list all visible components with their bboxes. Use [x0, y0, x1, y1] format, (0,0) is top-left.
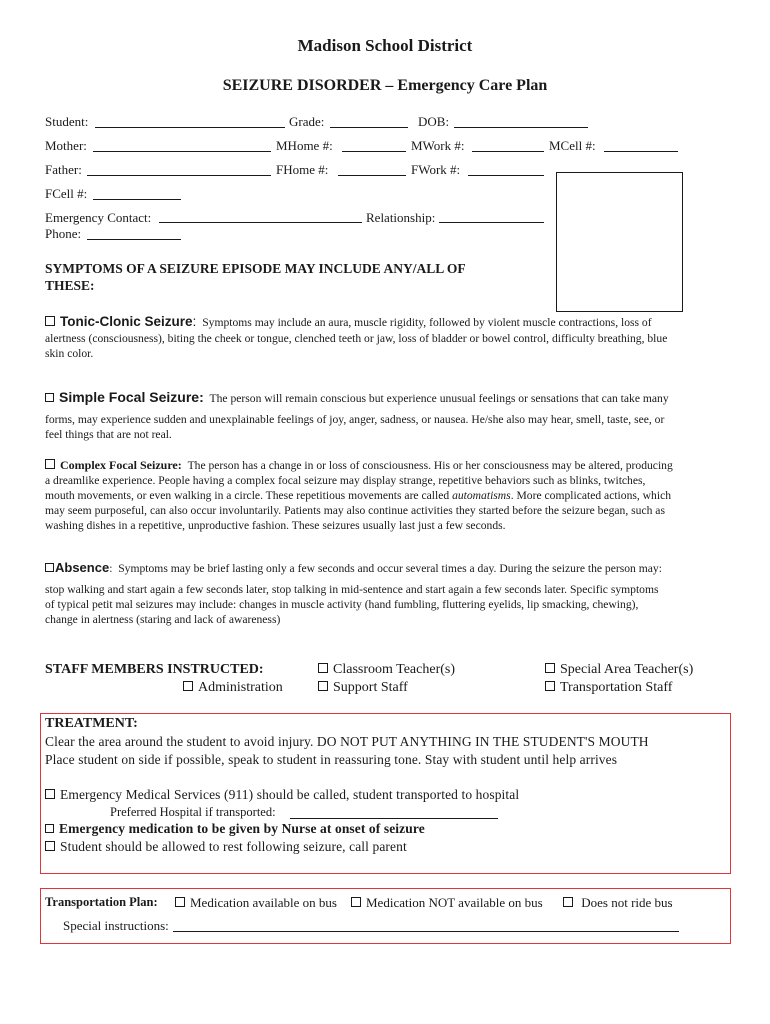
- father-label: Father:: [45, 162, 82, 177]
- mcell-label: MCell #:: [549, 138, 596, 153]
- relationship-field[interactable]: [439, 222, 544, 223]
- transport-option-med-available[interactable]: Medication available on bus: [175, 895, 337, 911]
- tonic-clonic-section: Tonic-Clonic Seizure: Symptoms may include an aura, muscle rigidity, followed by violent muscle contractions, loss of alertness (consciousness), biting the cheek or tongue, clenched teeth or jaw, loss of bladder or bowel control, difficulty breathing, blue skin color.: [45, 313, 668, 360]
- grade-field[interactable]: [330, 127, 408, 128]
- student-label: Student:: [45, 114, 89, 129]
- rest-option[interactable]: Student should be allowed to rest following seizure, call parent: [45, 839, 407, 855]
- phone-label: Phone:: [45, 226, 82, 241]
- simple-focal-title: Simple Focal Seizure: [59, 389, 200, 405]
- absence-checkbox[interactable]: [45, 563, 54, 572]
- fwork-label: FWork #:: [411, 162, 461, 177]
- student-field[interactable]: [95, 127, 285, 128]
- staff-option-administration[interactable]: Administration: [183, 680, 283, 696]
- mcell-field[interactable]: [604, 151, 678, 152]
- simple-focal-section: Simple Focal Seizure: The person will remain conscious but experience unusual feelings or sensations that can take many forms, may experience sudden and unexplainable feelings of joy, anger, sadness, or nausea. He/she also may hear, smell, taste, see, or feel things that are not real.: [45, 389, 669, 441]
- staff-option-special-area[interactable]: Special Area Teacher(s): [545, 662, 693, 678]
- transportation-label: Transportation Plan:: [45, 895, 158, 909]
- photo-box[interactable]: [556, 172, 683, 312]
- fcell-label: FCell #:: [45, 186, 88, 201]
- transport-option-med-not-available[interactable]: Medication NOT available on bus: [351, 895, 543, 911]
- district-name: Madison School District: [297, 36, 473, 55]
- grade-label: Grade:: [289, 114, 325, 129]
- staff-option-transportation[interactable]: Transportation Staff: [545, 680, 672, 696]
- tonic-clonic-checkbox[interactable]: [45, 316, 55, 326]
- fcell-field[interactable]: [93, 199, 181, 200]
- emergency-contact-label: Emergency Contact:: [45, 210, 152, 225]
- mhome-field[interactable]: [342, 151, 406, 152]
- mother-label: Mother:: [45, 138, 87, 153]
- simple-focal-checkbox[interactable]: [45, 393, 54, 402]
- absence-title: Absence: [55, 560, 110, 575]
- fhome-field[interactable]: [338, 175, 406, 176]
- staff-option-classroom[interactable]: Classroom Teacher(s): [318, 662, 455, 678]
- fhome-label: FHome #:: [276, 162, 329, 177]
- treatment-heading: TREATMENT:: [45, 716, 138, 731]
- ems-option[interactable]: Emergency Medical Services (911) should be called, student transported to hospital: [45, 787, 519, 803]
- fwork-field[interactable]: [468, 175, 544, 176]
- symptoms-heading: SYMPTOMS OF A SEIZURE EPISODE MAY INCLUDE ANY/ALL OF THESE:: [45, 261, 466, 293]
- dob-label: DOB:: [418, 114, 450, 129]
- special-instructions-field[interactable]: [173, 931, 679, 932]
- transport-option-no-bus[interactable]: Does not ride bus: [563, 895, 673, 911]
- preferred-hospital-label: Preferred Hospital if transported:: [110, 805, 276, 819]
- phone-field[interactable]: [87, 239, 181, 240]
- treatment-line-1: Clear the area around the student to avoid injury. DO NOT PUT ANYTHING IN THE STUDENT'S MOUTH: [45, 734, 649, 749]
- complex-focal-title: Complex Focal Seizure:: [60, 458, 182, 472]
- mwork-field[interactable]: [472, 151, 544, 152]
- complex-focal-section: Complex Focal Seizure: The person has a change in or loss of consciousness. His or her consciousness may be altered, producing a dreamlike experience. People having a complex focal seizure may display strange, repetitive behaviors such as blinks, twitches, mouth movements, or even walking in a circle. These repetitious movements are called automatisms. More complicated actions, which may seem purposeful, can also occur involuntarily. Patients may also continue activities they started before the seizure began, such as washing dishes in a repetitive, unproductive fashion. These seizures usually last just a few seconds.: [45, 458, 673, 532]
- tonic-clonic-title: Tonic-Clonic Seizure: [60, 314, 193, 329]
- father-field[interactable]: [87, 175, 271, 176]
- mwork-label: MWork #:: [411, 138, 465, 153]
- staff-heading: STAFF MEMBERS INSTRUCTED:: [45, 662, 264, 677]
- treatment-line-2: Place student on side if possible, speak to student in reassuring tone. Stay with student until help arrives: [45, 752, 618, 767]
- emergency-medication-option[interactable]: Emergency medication to be given by Nurse at onset of seizure: [45, 821, 425, 837]
- mother-field[interactable]: [93, 151, 271, 152]
- special-instructions-label: Special instructions:: [63, 918, 169, 933]
- preferred-hospital-field[interactable]: [290, 818, 498, 819]
- mhome-label: MHome #:: [276, 138, 333, 153]
- emergency-contact-field[interactable]: [159, 222, 362, 223]
- absence-section: Absence: Symptoms may be brief lasting only a few seconds and occur several times a day. During the seizure the person may: stop walking and start again a few seconds later, stop talking in mid-sentence and start again a few seconds later. Specific symptoms of typical petit mal seizures may include: changes in muscle activity (hand fumbling, fluttering eyelids, lip smacking, chewing), change in alertness (staring and lack of awareness): [45, 560, 662, 626]
- relationship-label: Relationship:: [366, 210, 436, 225]
- staff-option-support[interactable]: Support Staff: [318, 680, 408, 696]
- page-title: SEIZURE DISORDER – Emergency Care Plan: [222, 77, 548, 94]
- dob-field[interactable]: [454, 127, 588, 128]
- complex-focal-checkbox[interactable]: [45, 459, 55, 469]
